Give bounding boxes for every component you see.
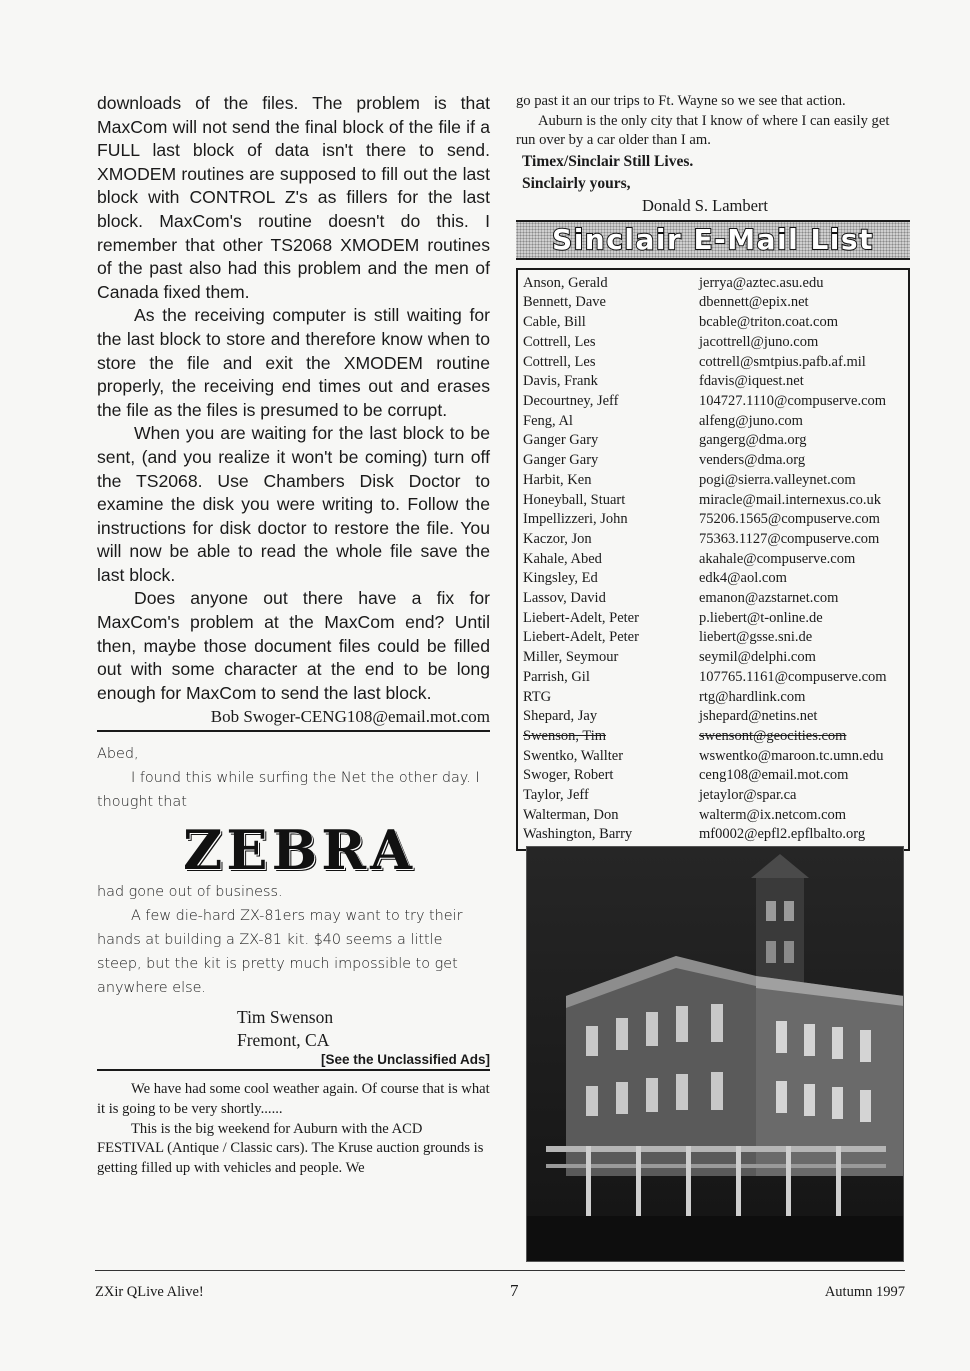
member-email: edk4@aol.com [699, 570, 787, 587]
closing-line: Sinclairly yours, [522, 174, 631, 192]
member-name: Lassov, David [523, 590, 606, 607]
footer-issue: Autumn 1997 [824, 1284, 905, 1300]
email-list-row [523, 747, 904, 767]
timex-line: Timex/Sinclair Still Lives. [522, 152, 694, 170]
member-email: 75206.1565@compuserve.com [699, 511, 880, 528]
left-column [97, 92, 490, 1178]
member-name: Liebert-Adelt, Peter [523, 629, 639, 646]
member-name: Anson, Gerald [523, 274, 608, 291]
page-number: 7 [510, 1281, 519, 1300]
member-email: wswentko@maroon.tc.umn.edu [699, 747, 884, 764]
email-list-title: Sinclair E-Mail List [552, 223, 874, 257]
member-email: cottrell@smtpius.pafb.af.mil [699, 353, 866, 370]
member-name: Swentko, Wallter [523, 747, 624, 764]
zebra-note [97, 742, 490, 1000]
building-photo [526, 846, 904, 1262]
page-footer [95, 1270, 905, 1301]
member-name: Washington, Barry [523, 826, 633, 843]
email-list-table [516, 268, 910, 851]
member-email: mf0002@epfl2.epflbalto.org [699, 826, 866, 843]
article-paragraph: When you are waiting for the last block to be sent, (and you realize it won't be coming) turn off the TS2068. Use Chambers Disk Doctor to examine the disk you were writing to. Follow the instructions for disk doctor to restore the file. You will now be able to read the whole file save the last block. [97, 423, 490, 585]
email-list-row [523, 806, 904, 826]
member-name: Cable, Bill [523, 314, 586, 331]
member-name: Harbit, Ken [523, 471, 592, 488]
member-email: 107765.1161@compuserve.com [699, 668, 887, 685]
member-name: RTG [523, 688, 552, 705]
email-list-row [523, 353, 904, 373]
member-email: pogi@sierra.valleynet.com [699, 471, 856, 488]
member-name: Walterman, Don [523, 806, 619, 823]
member-email: 104727.1110@compuserve.com [699, 393, 887, 409]
member-email: liebert@gsse.sni.de [699, 629, 813, 646]
member-email: gangerg@dma.org [699, 432, 807, 449]
member-email: rtg@hardlink.com [699, 688, 806, 705]
member-email: jerrya@aztec.asu.edu [699, 274, 824, 291]
member-name: Swenson, Tim [523, 727, 607, 744]
email-list-row [523, 825, 904, 845]
note-line: A few die-hard ZX-81ers may want to try their hands at building a ZX-81 kit. $40 seems a little steep, but the kit is pretty much impossible to get anywhere else. [97, 908, 463, 997]
email-list-row [523, 451, 904, 471]
article-paragraph: Does anyone out there have a fix for MaxCom's problem at the MaxCom end? Until then, maybe those document files could be filled out with some character at the end to be long enough for MaxCom to send the last block. [97, 588, 490, 703]
member-email: swensont@geocities.com [699, 727, 847, 744]
weather-paragraph: We have had some cool weather again. Of course that is what it is going to be very shortly...... [97, 1081, 490, 1118]
footer-publication: ZXir QLive Alive! [95, 1284, 204, 1300]
member-email: emanon@azstarnet.com [699, 590, 839, 607]
member-name: Taylor, Jeff [523, 787, 589, 804]
email-list-row [523, 431, 904, 451]
letter-line: Auburn is the only city that I know of where I can easily get run over by a car older than I am. [516, 112, 890, 149]
member-email: 75363.1127@compuserve.com [699, 530, 880, 547]
email-list-row [523, 786, 904, 806]
member-name: Liebert-Adelt, Peter [523, 609, 639, 626]
email-list-banner [516, 220, 910, 260]
signer-name: Tim Swenson [237, 1007, 334, 1028]
email-list-row [523, 668, 904, 688]
article-signature: Bob Swoger-CENG108@email.mot.com [97, 707, 490, 732]
member-email: akahale@compuserve.com [699, 550, 856, 567]
note-line: I found this while surfing the Net the other day. I thought that [97, 770, 480, 811]
email-list-row [523, 412, 904, 432]
note-line: had gone out of business. [97, 884, 283, 901]
letter-signer: Donald S. Lambert [642, 195, 769, 215]
email-list-row [523, 569, 904, 589]
email-list-row [523, 333, 904, 353]
signer-place: Fremont, CA [237, 1030, 330, 1051]
member-email: venders@dma.org [699, 452, 806, 469]
article-paragraph: As the receiving computer is still waiting for the last block to store and therefore know when to store the file and exit the XMODEM routine properly, the receiving end times out and erases the file as the files is presumed to be corrupt. [97, 305, 490, 420]
email-list-row [523, 293, 904, 313]
member-name: Feng, Al [523, 412, 573, 429]
email-list-row [523, 392, 904, 412]
email-list-row [523, 274, 904, 294]
member-name: Decourtney, Jeff [523, 393, 619, 409]
email-list-row [523, 628, 904, 648]
email-list-row [523, 609, 904, 629]
member-name: Ganger Gary [523, 452, 599, 469]
see-ads-reference: [See the Unclassified Ads] [97, 1052, 490, 1071]
member-name: Davis, Frank [523, 373, 598, 390]
member-email: p.liebert@t-online.de [699, 609, 823, 626]
member-email: jacottrell@juno.com [699, 333, 819, 350]
email-list-row [523, 530, 904, 550]
member-name: Kingsley, Ed [523, 570, 598, 587]
member-email: seymil@delphi.com [699, 649, 816, 666]
email-list-row [523, 688, 904, 708]
member-name: Bennett, Dave [523, 294, 606, 311]
member-name: Ganger Gary [523, 432, 599, 449]
weather-paragraph: This is the big weekend for Auburn with the ACD FESTIVAL (Antique / Classic cars). The Kruse auction grounds is getting filled up with vehicles and people. We [97, 1120, 484, 1176]
member-name: Impellizzeri, John [523, 511, 628, 528]
email-list-row [523, 471, 904, 491]
member-name: Kahale, Abed [523, 550, 602, 567]
zebra-logo: ZEBRA [183, 818, 416, 883]
note-signature [237, 1006, 490, 1052]
note-greeting: Abed, [97, 746, 139, 763]
member-email: bcable@triton.coat.com [699, 314, 838, 331]
member-email: jetaylor@spar.ca [699, 787, 797, 804]
member-name: Miller, Seymour [523, 649, 619, 666]
member-email: ceng108@email.mot.com [699, 767, 849, 784]
email-list-row [523, 589, 904, 609]
email-list-row [523, 372, 904, 392]
building-illustration [526, 846, 904, 1262]
member-name: Swoger, Robert [523, 767, 614, 784]
email-list-row [523, 510, 904, 530]
weather-note [97, 1080, 490, 1178]
email-list-row [523, 550, 904, 570]
email-list-row [523, 766, 904, 786]
email-list-row [523, 648, 904, 668]
member-email: walterm@ix.netcom.com [699, 806, 847, 823]
member-email: miracle@mail.internexus.co.uk [699, 491, 882, 508]
member-email: dbennett@epix.net [699, 294, 809, 311]
maxcom-article [97, 92, 490, 705]
email-list-row [523, 313, 904, 333]
letter-end [516, 92, 910, 151]
email-list-row [523, 707, 904, 727]
member-name: Cottrell, Les [523, 353, 596, 370]
article-paragraph: downloads of the files. The problem is that MaxCom will not send the final block of the file if a FULL last block of data isn't there to send. XMODEM routines are supposed to fill out the last block with CONTROL Z's as fillers for the last block. MaxCom's routine doesn't do this. I remember that other TS2068 XMODEM routines of the past also had this problem and the men of Canada fixed them. [97, 93, 490, 302]
member-name: Cottrell, Les [523, 333, 596, 350]
email-list-row [523, 491, 904, 511]
member-email: alfeng@juno.com [699, 412, 803, 429]
member-name: Honeyball, Stuart [523, 491, 626, 508]
email-list-row [523, 727, 904, 747]
letter-line: go past it an our trips to Ft. Wayne so we see that action. [516, 93, 846, 109]
member-name: Shepard, Jay [523, 708, 598, 725]
member-email: jshepard@netins.net [699, 708, 818, 725]
member-email: fdavis@iquest.net [699, 373, 804, 390]
member-name: Parrish, Gil [523, 668, 590, 685]
member-name: Kaczor, Jon [523, 530, 592, 547]
right-column [516, 92, 910, 851]
